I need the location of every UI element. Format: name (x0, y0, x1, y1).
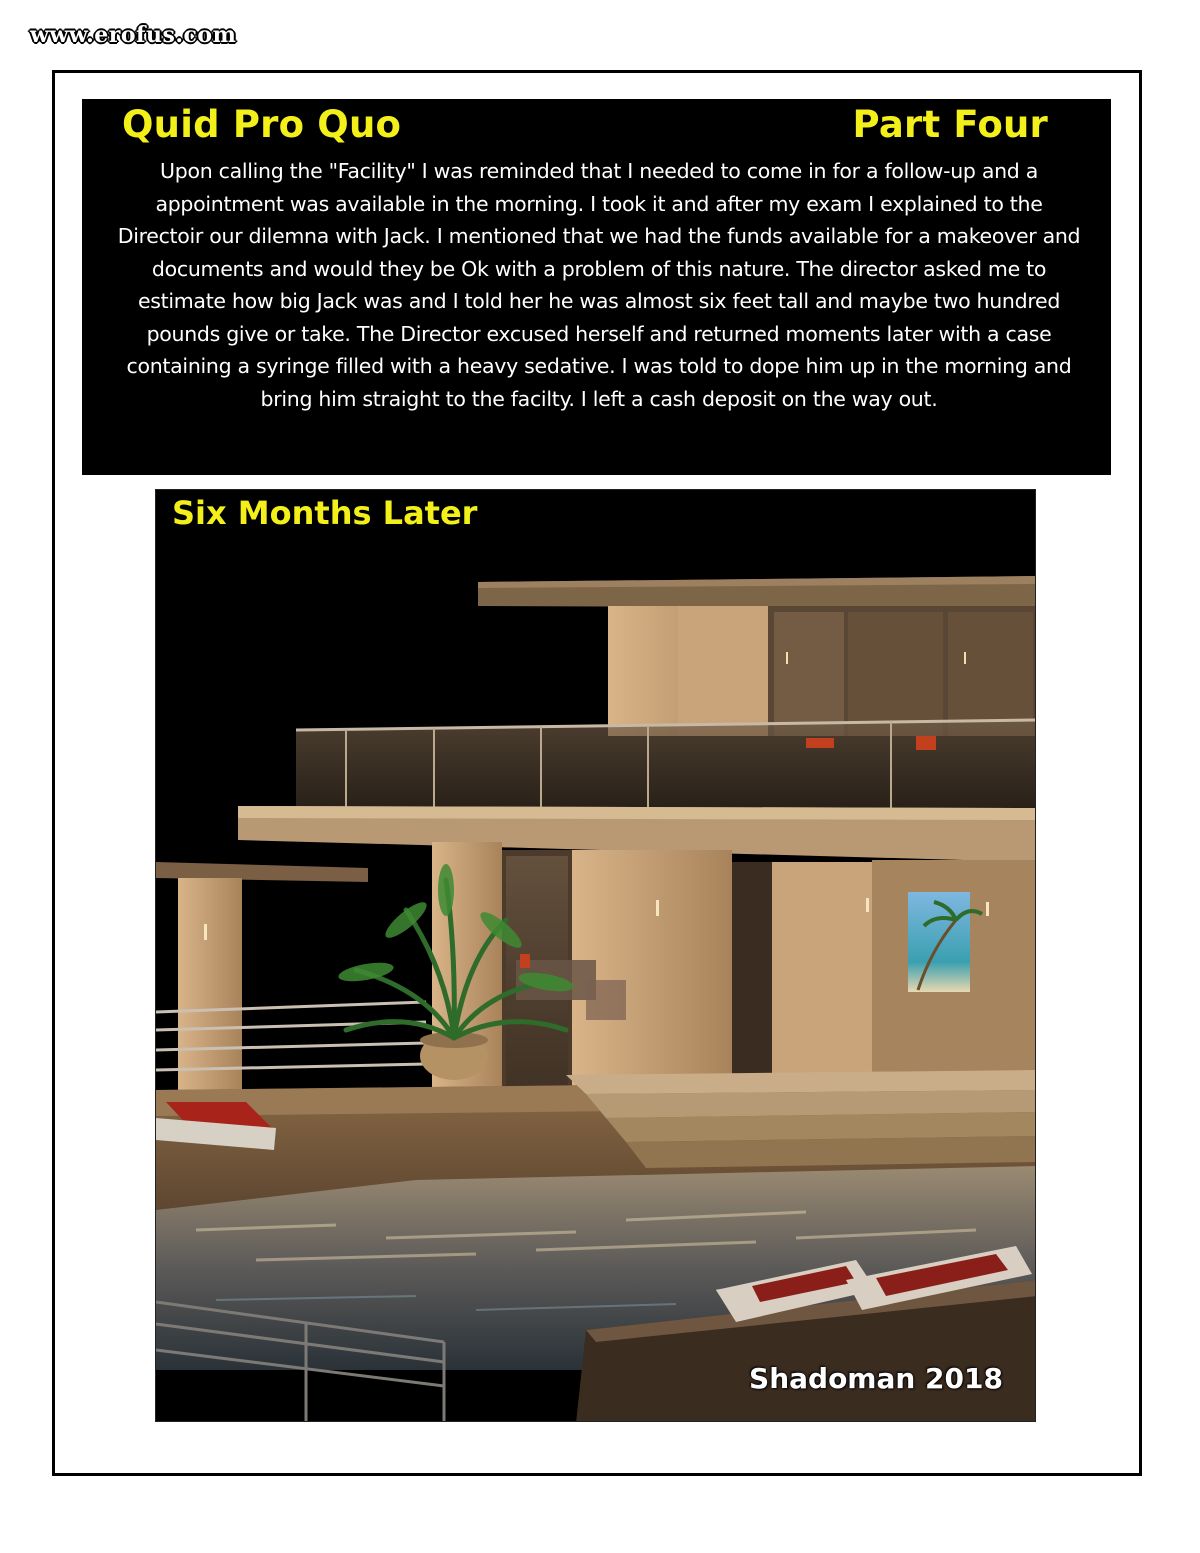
villa-illustration (156, 490, 1036, 1422)
site-watermark: www.erofus.com (30, 22, 237, 48)
comic-title: Quid Pro Quo (122, 103, 402, 146)
story-text: Upon calling the "Facility" I was reminded that I needed to come in for a follow-up and a appointment was available in the morning. I took it and after my exam I explained to the Directoir our dilemna with Jack. I mentioned that we had the funds available for a makeover and documents and would they be Ok with a problem of this nature. The director asked me to estimate how big Jack was and I told her he was almost six feet tall and maybe two hundred pounds give or take. The Director excused herself and returned moments later with a case containing a syringe filled with a heavy sedative. I was told to dope him up in the morning and bring him straight to the facilty. I left a cash deposit on the way out. (117, 159, 1081, 411)
part-label: Part Four (852, 103, 1048, 146)
scene-caption: Six Months Later (172, 494, 478, 532)
villa-scene-panel (155, 489, 1036, 1422)
story-caption-box (82, 99, 1111, 475)
artist-signature: Shadoman 2018 (749, 1362, 1003, 1395)
